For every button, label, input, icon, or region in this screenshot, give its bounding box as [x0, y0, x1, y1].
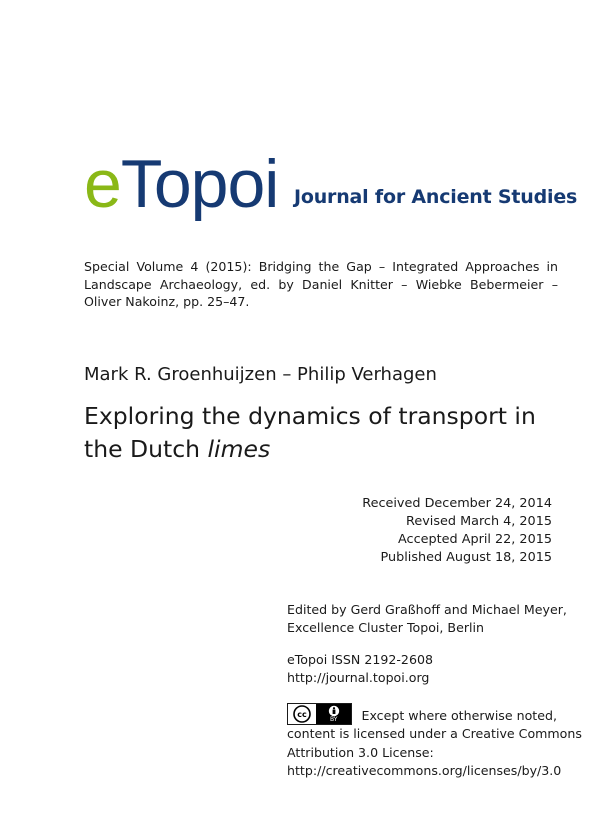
- journal-name: Journal for Ancient Studies: [294, 186, 578, 208]
- svg-text:cc: cc: [297, 710, 307, 720]
- title-italic: limes: [207, 435, 271, 463]
- date-revised: Revised March 4, 2015: [406, 514, 552, 529]
- date-published: Published August 18, 2015: [380, 550, 552, 565]
- journal-url[interactable]: http://journal.topoi.org: [287, 669, 430, 685]
- citation: Special Volume 4 (2015): Bridging the Gap – Integrated Approaches in Landscape Archaeology, ed. by Daniel Knitter – Wiebke Bebermeier – Oliver Nakoinz, pp. 25–47.: [84, 259, 558, 309]
- article-title: [84, 400, 554, 466]
- editors-line1: Edited by Gerd Graßhoff and Michael Meyer,: [287, 602, 567, 617]
- title-main: Exploring the dynamics of transport in the Dutch: [84, 402, 536, 463]
- license-line3: Attribution 3.0 License:: [287, 744, 434, 760]
- cc-logo-icon: [288, 704, 316, 724]
- issn-block: [287, 651, 433, 686]
- editors-line2: Excellence Cluster Topoi, Berlin: [287, 619, 484, 635]
- editors: [287, 601, 567, 636]
- etopoi-logo: [84, 146, 279, 222]
- date-accepted: Accepted April 22, 2015: [398, 532, 552, 547]
- license-line2: content is licensed under a Creative Commons: [287, 726, 582, 741]
- by-attribution-icon: BY: [316, 704, 351, 724]
- license-url[interactable]: http://creativecommons.org/licenses/by/3.0: [287, 763, 562, 778]
- authors: Mark R. Groenhuijzen – Philip Verhagen: [84, 364, 437, 385]
- license-first-row: [287, 703, 557, 725]
- issn: eTopoi ISSN 2192-2608: [287, 652, 433, 667]
- date-received: Received December 24, 2014: [362, 496, 552, 511]
- cc-by-badge-icon[interactable]: [287, 703, 352, 725]
- publication-dates: [362, 495, 552, 567]
- etopoi-wordmark: eTopoi: [84, 146, 279, 222]
- license-block: [287, 703, 582, 781]
- license-line1: Except where otherwise noted,: [361, 707, 557, 723]
